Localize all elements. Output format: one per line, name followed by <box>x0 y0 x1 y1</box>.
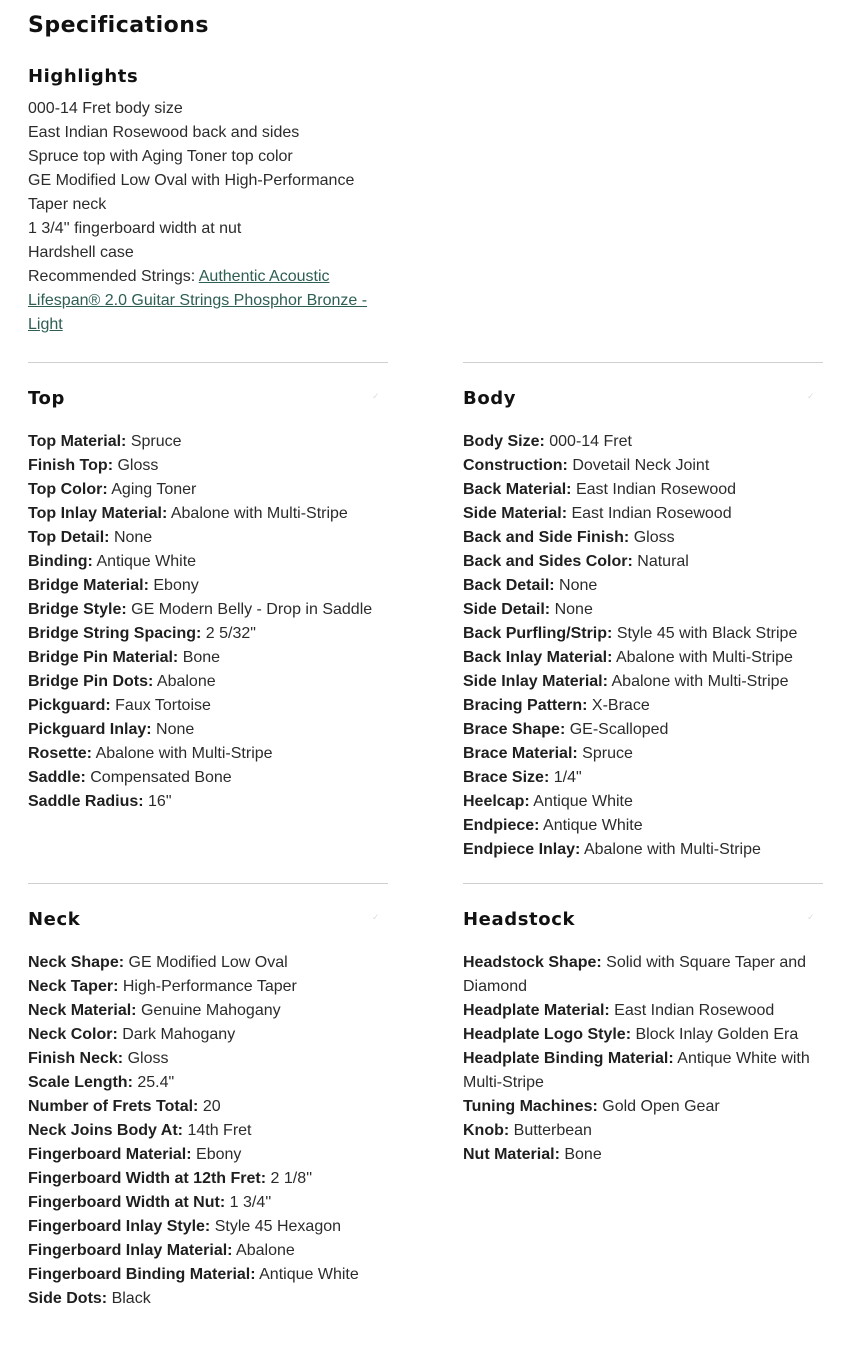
spec-value: Abalone with Multi-Stripe <box>583 841 761 858</box>
spec-row <box>28 622 388 646</box>
spec-label: Brace Shape: <box>463 721 566 738</box>
spec-label: Headplate Logo Style: <box>463 1026 632 1043</box>
spec-value: East Indian Rosewood <box>571 505 732 522</box>
spec-label: Fingerboard Width at Nut: <box>28 1194 226 1211</box>
spec-label: Pickguard Inlay: <box>28 721 152 738</box>
spec-label: Side Detail: <box>463 601 551 618</box>
spec-label: Bridge Style: <box>28 601 127 618</box>
spec-value: 20 <box>202 1098 221 1115</box>
highlight-item: East Indian Rosewood back and sides <box>28 124 300 141</box>
spec-label: Fingerboard Inlay Material: <box>28 1242 233 1259</box>
spec-label: Back Detail: <box>463 577 555 594</box>
spec-row <box>28 1287 388 1311</box>
spec-label: Top Color: <box>28 481 108 498</box>
spec-value: Faux Tortoise <box>115 697 211 714</box>
spec-row <box>463 526 823 550</box>
spec-label: Finish Top: <box>28 457 114 474</box>
spec-value: GE Modern Belly - Drop in Saddle <box>131 601 373 618</box>
spec-value: None <box>113 529 153 546</box>
spec-row <box>463 598 823 622</box>
chevron-icon: ✓ <box>807 392 815 402</box>
spec-label: Construction: <box>463 457 568 474</box>
recommended-strings-item <box>28 265 393 337</box>
spec-row <box>28 999 388 1023</box>
spec-label: Binding: <box>28 553 93 570</box>
spec-row <box>28 1215 388 1239</box>
spec-row <box>463 622 823 646</box>
spec-value: Antique White <box>543 817 643 834</box>
top-spec-list <box>28 430 388 814</box>
spec-value: None <box>559 577 598 594</box>
spec-value: 1 3/4'' <box>229 1194 272 1211</box>
spec-value: GE-Scalloped <box>569 721 669 738</box>
spec-label: Brace Size: <box>463 769 550 786</box>
spec-value: Abalone <box>236 1242 295 1259</box>
spec-row <box>28 951 388 975</box>
spec-value: Spruce <box>582 745 633 762</box>
spec-value: Style 45 with Black Stripe <box>616 625 798 642</box>
spec-row <box>463 1095 823 1119</box>
spec-label: Side Dots: <box>28 1290 108 1307</box>
spec-row <box>28 1143 388 1167</box>
spec-label: Tuning Machines: <box>463 1098 598 1115</box>
spec-value: Abalone with Multi-Stripe <box>95 745 273 762</box>
highlights-title: Highlights <box>28 66 139 87</box>
highlight-item: 000-14 Fret body size <box>28 100 183 117</box>
spec-value: 25.4" <box>137 1074 175 1091</box>
spec-row <box>28 1071 388 1095</box>
spec-row <box>28 454 388 478</box>
spec-label: Headstock Shape: <box>463 954 602 971</box>
spec-value: Gloss <box>117 457 159 474</box>
spec-value: Compensated Bone <box>90 769 232 786</box>
spec-row <box>463 646 823 670</box>
spec-value: Ebony <box>196 1146 242 1163</box>
spec-value: Antique White <box>96 553 197 570</box>
chevron-icon: ✓ <box>372 392 380 402</box>
spec-value: Natural <box>637 553 689 570</box>
headstock-section <box>463 883 823 1167</box>
spec-row <box>28 526 388 550</box>
spec-label: Bridge Material: <box>28 577 149 594</box>
body-section <box>463 362 823 862</box>
spec-label: Neck Taper: <box>28 978 119 995</box>
spec-label: Bracing Pattern: <box>463 697 588 714</box>
spec-row <box>28 598 388 622</box>
section-divider <box>463 362 823 363</box>
spec-value: Gloss <box>127 1050 169 1067</box>
spec-label: Fingerboard Material: <box>28 1146 192 1163</box>
spec-row <box>463 951 823 999</box>
spec-label: Neck Color: <box>28 1026 118 1043</box>
spec-value: East Indian Rosewood <box>614 1002 775 1019</box>
highlights-list <box>28 97 393 337</box>
spec-label: Side Material: <box>463 505 568 522</box>
spec-label: Bridge Pin Material: <box>28 649 179 666</box>
neck-spec-list <box>28 951 388 1311</box>
spec-label: Rosette: <box>28 745 93 762</box>
spec-value: Abalone <box>156 673 216 690</box>
spec-value: Dark Mahogany <box>122 1026 236 1043</box>
spec-label: Fingerboard Inlay Style: <box>28 1218 211 1235</box>
body-spec-list <box>463 430 823 862</box>
top-section <box>28 362 388 814</box>
spec-label: Heelcap: <box>463 793 530 810</box>
spec-row <box>28 502 388 526</box>
spec-row <box>28 430 388 454</box>
spec-value: Genuine Mahogany <box>140 1002 281 1019</box>
spec-label: Fingerboard Width at 12th Fret: <box>28 1170 267 1187</box>
spec-label: Saddle: <box>28 769 86 786</box>
section-divider <box>463 883 823 884</box>
spec-label: Neck Shape: <box>28 954 125 971</box>
spec-row <box>28 1191 388 1215</box>
body-section-title: Body <box>463 388 517 409</box>
spec-value: Block Inlay Golden Era <box>635 1026 799 1043</box>
recommended-strings-label: Recommended Strings: <box>28 268 199 285</box>
spec-value: Solid with Square Taper and Diamond <box>463 954 807 995</box>
spec-label: Pickguard: <box>28 697 111 714</box>
spec-value: Ebony <box>153 577 199 594</box>
section-divider <box>28 362 388 363</box>
highlights-section <box>28 66 393 337</box>
spec-value: Black <box>111 1290 151 1307</box>
highlight-item: Spruce top with Aging Toner top color <box>28 148 293 165</box>
spec-value: Aging Toner <box>111 481 197 498</box>
spec-row <box>28 550 388 574</box>
spec-row <box>463 550 823 574</box>
spec-value: Dovetail Neck Joint <box>572 457 710 474</box>
spec-row <box>28 670 388 694</box>
spec-row <box>28 478 388 502</box>
spec-label: Top Inlay Material: <box>28 505 168 522</box>
headstock-spec-list <box>463 951 823 1167</box>
spec-label: Fingerboard Binding Material: <box>28 1266 256 1283</box>
spec-row <box>463 670 823 694</box>
spec-value: X-Brace <box>591 697 650 714</box>
spec-value: 14th Fret <box>187 1122 252 1139</box>
spec-label: Back and Side Finish: <box>463 529 630 546</box>
spec-label: Bridge Pin Dots: <box>28 673 154 690</box>
spec-value: Abalone with Multi-Stripe <box>170 505 348 522</box>
spec-value: Gold Open Gear <box>602 1098 720 1115</box>
spec-row <box>28 766 388 790</box>
spec-row <box>463 430 823 454</box>
spec-label: Back and Sides Color: <box>463 553 633 570</box>
headstock-section-title: Headstock <box>463 909 576 930</box>
spec-row <box>463 838 823 862</box>
top-section-title: Top <box>28 388 65 409</box>
spec-label: Back Material: <box>463 481 572 498</box>
spec-row <box>28 742 388 766</box>
spec-label: Body Size: <box>463 433 545 450</box>
spec-row <box>463 1119 823 1143</box>
spec-row <box>463 1047 823 1095</box>
spec-row <box>463 766 823 790</box>
spec-row <box>28 1119 388 1143</box>
neck-section-title: Neck <box>28 909 81 930</box>
chevron-icon: ✓ <box>807 913 815 923</box>
spec-label: Endpiece Inlay: <box>463 841 581 858</box>
spec-row <box>463 454 823 478</box>
spec-value: Style 45 Hexagon <box>214 1218 342 1235</box>
spec-value: Abalone with Multi-Stripe <box>615 649 793 666</box>
spec-value: 2 1/8'' <box>270 1170 313 1187</box>
spec-row <box>28 1263 388 1287</box>
spec-value: GE Modified Low Oval <box>128 954 288 971</box>
spec-label: Top Detail: <box>28 529 110 546</box>
spec-value: Bone <box>564 1146 602 1163</box>
section-divider <box>28 883 388 884</box>
spec-row <box>463 1023 823 1047</box>
spec-row <box>28 718 388 742</box>
spec-row <box>28 1095 388 1119</box>
spec-value: Bone <box>182 649 221 666</box>
page-title: Specifications <box>28 13 210 38</box>
spec-value: Gloss <box>633 529 675 546</box>
spec-label: Scale Length: <box>28 1074 133 1091</box>
spec-label: Headplate Material: <box>463 1002 610 1019</box>
spec-label: Headplate Binding Material: <box>463 1050 674 1067</box>
spec-value: High-Performance Taper <box>122 978 297 995</box>
spec-value: Abalone with Multi-Stripe <box>611 673 789 690</box>
spec-row <box>463 574 823 598</box>
spec-label: Nut Material: <box>463 1146 560 1163</box>
spec-row <box>463 790 823 814</box>
spec-value: 2 5/32" <box>205 625 256 642</box>
spec-label: Neck Joins Body At: <box>28 1122 183 1139</box>
spec-row <box>28 574 388 598</box>
neck-section <box>28 883 388 1311</box>
spec-row <box>463 478 823 502</box>
spec-label: Endpiece: <box>463 817 540 834</box>
spec-label: Knob: <box>463 1122 510 1139</box>
highlight-item: Hardshell case <box>28 244 134 261</box>
spec-value: None <box>554 601 593 618</box>
spec-label: Number of Frets Total: <box>28 1098 199 1115</box>
spec-row <box>463 999 823 1023</box>
recommended-strings-link[interactable]: Authentic Acoustic Lifespan® 2.0 Guitar Strings Phosphor Bronze - Light <box>28 268 368 333</box>
spec-label: Back Inlay Material: <box>463 649 613 666</box>
spec-row <box>28 1023 388 1047</box>
spec-value: 000-14 Fret <box>549 433 632 450</box>
spec-value: None <box>156 721 195 738</box>
spec-value: Spruce <box>130 433 182 450</box>
spec-row <box>463 1143 823 1167</box>
spec-label: Top Material: <box>28 433 127 450</box>
spec-value: Antique White <box>533 793 633 810</box>
spec-value: Antique White with Multi-Stripe <box>463 1050 810 1091</box>
spec-label: Side Inlay Material: <box>463 673 608 690</box>
spec-row <box>463 718 823 742</box>
spec-label: Brace Material: <box>463 745 578 762</box>
spec-row <box>28 1047 388 1071</box>
spec-value: Antique White <box>259 1266 359 1283</box>
spec-row <box>463 502 823 526</box>
spec-row <box>463 814 823 838</box>
spec-row <box>28 694 388 718</box>
chevron-icon: ✓ <box>372 913 380 923</box>
highlight-item: 1 3/4'' fingerboard width at nut <box>28 220 242 237</box>
spec-row <box>28 975 388 999</box>
spec-value: East Indian Rosewood <box>575 481 737 498</box>
spec-row <box>463 742 823 766</box>
spec-row <box>28 646 388 670</box>
spec-value: 1/4" <box>553 769 582 786</box>
spec-label: Neck Material: <box>28 1002 137 1019</box>
spec-row <box>28 1239 388 1263</box>
spec-value: 16" <box>148 793 172 810</box>
spec-row <box>28 790 388 814</box>
spec-label: Saddle Radius: <box>28 793 144 810</box>
highlight-item: GE Modified Low Oval with High-Performance Taper neck <box>28 172 355 213</box>
spec-label: Finish Neck: <box>28 1050 124 1067</box>
spec-value: Butterbean <box>513 1122 592 1139</box>
spec-row <box>28 1167 388 1191</box>
spec-label: Back Purfling/Strip: <box>463 625 613 642</box>
spec-row <box>463 694 823 718</box>
spec-label: Bridge String Spacing: <box>28 625 202 642</box>
